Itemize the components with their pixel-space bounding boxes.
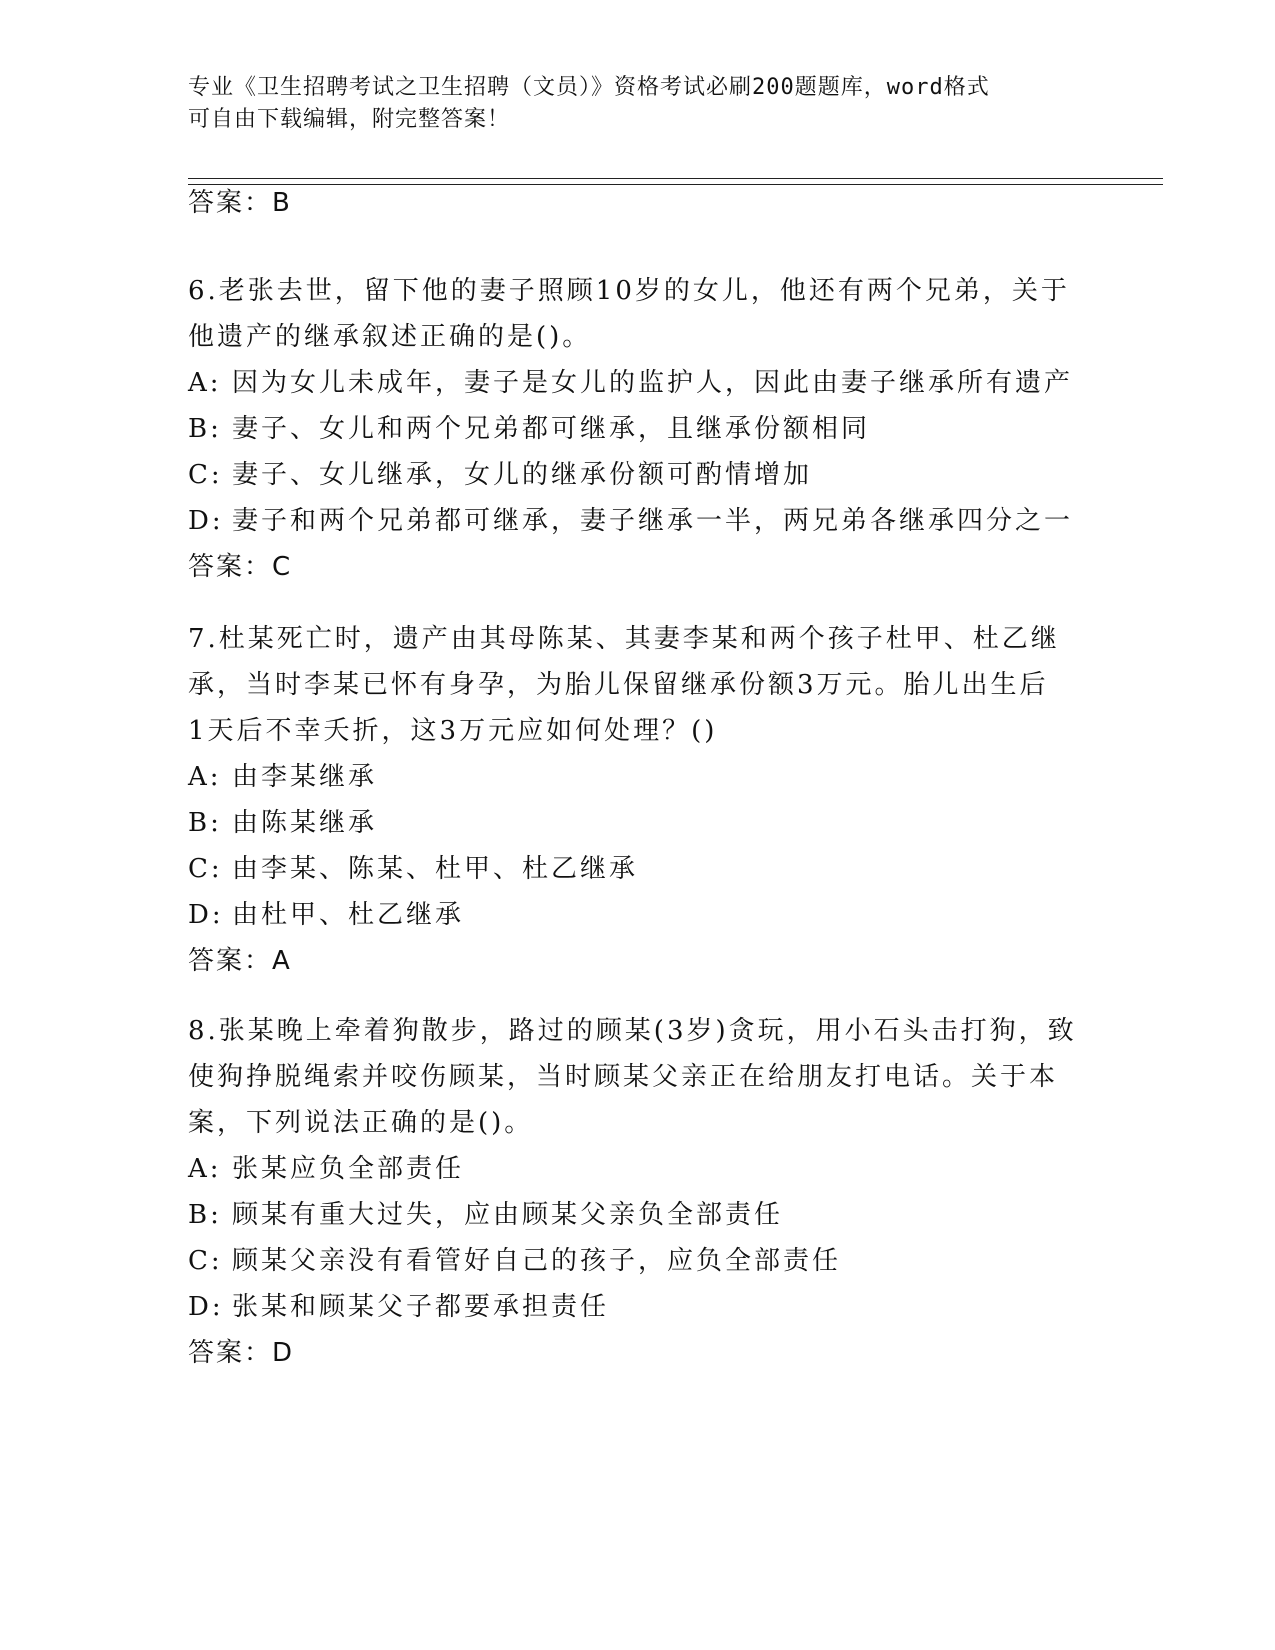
option-text: 妻子、女儿继承，女儿的继承份额可酌情增加 [232,460,813,490]
previous-answer-block [188,180,1088,226]
option-a [188,1146,1088,1192]
question-line: 案，下列说法正确的是()。 [188,1108,534,1138]
option-key: B: [188,1200,222,1230]
option-text: 由杜甲、杜乙继承 [232,900,465,930]
option-a [188,360,1088,406]
option-text: 因为女儿未成年，妻子是女儿的监护人，因此由妻子继承所有遗产 [232,368,1074,398]
option-text: 张某应负全部责任 [232,1154,465,1184]
question-block-6 [188,268,1088,590]
option-key: A: [188,368,222,398]
option-key: B: [188,414,222,444]
option-c [188,1238,1088,1284]
option-key: C: [188,460,223,490]
option-text: 由李某、陈某、杜甲、杜乙继承 [232,854,639,884]
header-line-1: 专业《卫生招聘考试之卫生招聘（文员）》资格考试必刷200题题库，word格式 [188,75,990,100]
question-line: 7.杜某死亡时，遗产由其母陈某、其妻李某和两个孩子杜甲、杜乙继 [188,624,1060,654]
option-text: 由陈某继承 [232,808,378,838]
question-line: 他遗产的继承叙述正确的是()。 [188,322,592,352]
question-block-8 [188,1008,1088,1376]
option-text: 由李某继承 [232,762,378,792]
option-d [188,892,1088,938]
option-key: A: [188,762,222,792]
option-b [188,800,1088,846]
option-d [188,1284,1088,1330]
option-d [188,498,1088,544]
answer-text: 答案：A [188,946,292,976]
answer-text: 答案：C [188,552,293,582]
option-b [188,406,1088,452]
option-text: 妻子和两个兄弟都可继承，妻子继承一半，两兄弟各继承四分之一 [232,506,1074,536]
option-c [188,846,1088,892]
option-key: C: [188,854,223,884]
option-text: 张某和顾某父子都要承担责任 [232,1292,610,1322]
option-key: D: [188,1292,224,1322]
question-line: 使狗挣脱绳索并咬伤顾某，当时顾某父亲正在给朋友打电话。关于本 [188,1062,1059,1092]
option-key: B: [188,808,222,838]
option-key: A: [188,1154,222,1184]
option-text: 妻子、女儿和两个兄弟都可继承，且继承份额相同 [232,414,871,444]
question-line: 承，当时李某已怀有身孕，为胎儿保留继承份额3万元。胎儿出生后 [188,670,1049,700]
header-divider-top [188,178,1163,179]
option-a [188,754,1088,800]
option-text: 顾某有重大过失，应由顾某父亲负全部责任 [232,1200,784,1230]
question-line: 1天后不幸夭折，这3万元应如何处理？() [188,716,718,746]
option-b [188,1192,1088,1238]
question-block-7 [188,616,1088,984]
option-key: D: [188,506,224,536]
option-key: C: [188,1246,223,1276]
header-line-2: 可自由下载编辑，附完整答案！ [188,107,511,132]
option-text: 顾某父亲没有看管好自己的孩子，应负全部责任 [232,1246,842,1276]
question-line: 6.老张去世，留下他的妻子照顾10岁的女儿，他还有两个兄弟，关于 [188,276,1070,306]
answer-text: 答案：D [188,1338,295,1368]
answer-text: 答案：B [188,188,292,218]
document-header [188,72,1088,136]
question-line: 8.张某晚上牵着狗散步，路过的顾某(3岁)贪玩，用小石头击打狗，致 [188,1016,1077,1046]
option-c [188,452,1088,498]
option-key: D: [188,900,224,930]
